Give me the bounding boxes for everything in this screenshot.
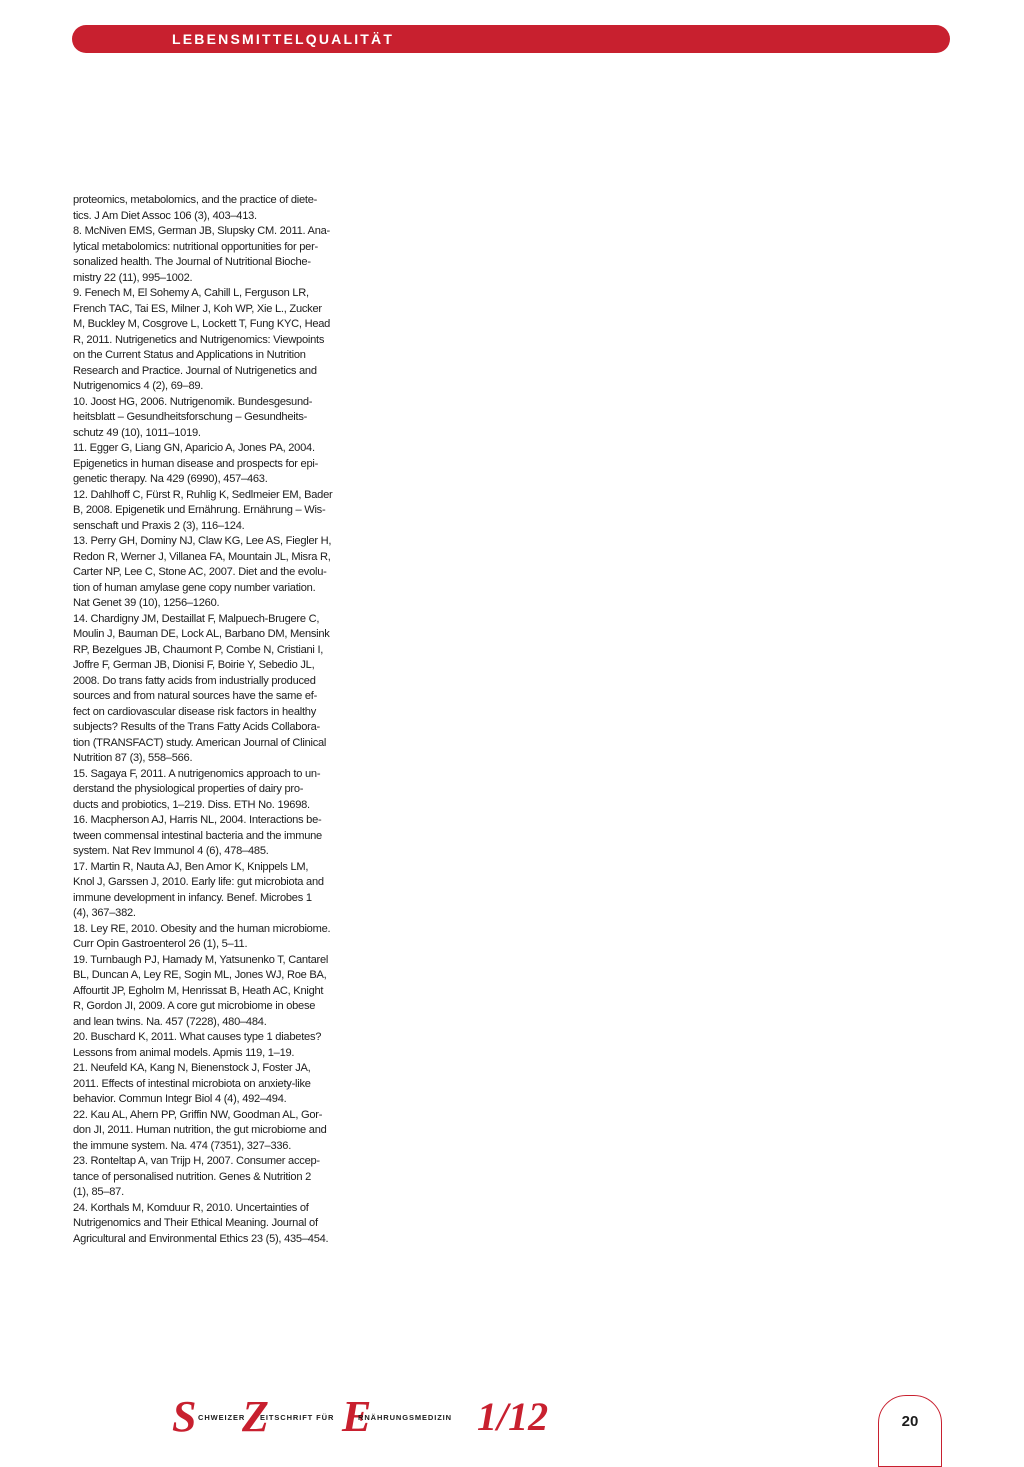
reference-line: 14. Chardigny JM, Destaillat F, Malpuech-Brugere C, — [73, 612, 320, 625]
reference-line: Epigenetics in human disease and prospects for epi- — [73, 457, 319, 470]
reference-line: sources and from natural sources have the same ef- — [73, 690, 318, 702]
logo-letter-z: Z — [242, 1392, 269, 1441]
reference-line: RP, Bezelgues JB, Chaumont P, Combe N, Cristiani I, — [73, 643, 324, 656]
reference-line: Affourtit JP, Egholm M, Henrissat B, Heath AC, Knight — [73, 984, 324, 997]
reference-line: immune development in infancy. Benef. Microbes 1 — [73, 891, 312, 904]
reference-line: Knol J, Garssen J, 2010. Early life: gut microbiota and — [73, 876, 324, 888]
reference-line: tance of personalised nutrition. Genes & Nutrition 2 — [73, 1170, 311, 1183]
section-header-bar — [72, 25, 950, 53]
reference-line: 21. Neufeld KA, Kang N, Bienenstock J, Foster JA, — [73, 1062, 311, 1074]
reference-line: 22. Kau AL, Ahern PP, Griffin NW, Goodman AL, Gor- — [73, 1108, 323, 1121]
page-number: 20 — [901, 1413, 919, 1430]
reference-line: system. Nat Rev Immunol 4 (6), 478–485. — [73, 845, 269, 857]
reference-line: BL, Duncan A, Ley RE, Sogin ML, Jones WJ, Roe BA, — [73, 969, 327, 981]
reference-line: Agricultural and Environmental Ethics 23 (5), 435–454. — [73, 1232, 329, 1245]
reference-line: (4), 367–382. — [73, 907, 136, 919]
reference-line: heitsblatt – Gesundheitsforschung – Gesundheits- — [73, 411, 308, 423]
reference-line: sonalized health. The Journal of Nutritional Bioche- — [73, 256, 311, 268]
reference-line: tween commensal intestinal bacteria and the immune — [73, 829, 322, 842]
journal-logo — [172, 1392, 592, 1442]
reference-line: Moulin J, Bauman DE, Lock AL, Barbano DM, Mensink — [73, 628, 330, 640]
reference-line: 16. Macpherson AJ, Harris NL, 2004. Interactions be- — [73, 814, 322, 826]
section-title: LEBENSMITTELQUALITÄT — [172, 31, 395, 47]
reference-line: Nutrigenomics 4 (2), 69–89. — [73, 380, 204, 392]
reference-line: tion (TRANSFACT) study. American Journal of Clinical — [73, 736, 327, 749]
reference-line: don JI, 2011. Human nutrition, the gut microbiome and — [73, 1124, 327, 1136]
reference-line: Nutrigenomics and Their Ethical Meaning. Journal of — [73, 1217, 318, 1229]
reference-line: Carter NP, Lee C, Stone AC, 2007. Diet and the evolu- — [73, 566, 327, 578]
reference-line: 12. Dahlhoff C, Fürst R, Ruhlig K, Sedlmeier EM, Bader — [73, 488, 333, 501]
reference-line: Redon R, Werner J, Villanea FA, Mountain JL, Misra R, — [73, 550, 331, 563]
reference-line: senschaft und Praxis 2 (3), 116–124. — [73, 519, 245, 532]
reference-line: Nutrition 87 (3), 558–566. — [73, 752, 193, 764]
logo-word-zeitschrift: EITSCHRIFT FÜR — [260, 1413, 335, 1422]
reference-line: (1), 85–87. — [73, 1186, 124, 1198]
reference-line: and lean twins. Na. 457 (7228), 480–484. — [73, 1015, 267, 1028]
reference-line: R, 2011. Nutrigenetics and Nutrigenomics: Viewpoints — [73, 333, 325, 346]
issue-number: 1/12 — [477, 1394, 549, 1439]
reference-line: Joffre F, German JB, Dionisi F, Boirie Y, Sebedio JL, — [73, 659, 315, 671]
reference-line: 18. Ley RE, 2010. Obesity and the human microbiome. — [73, 922, 331, 935]
reference-line: B, 2008. Epigenetik und Ernährung. Ernährung – Wis- — [73, 504, 326, 516]
reference-line: derstand the physiological properties of dairy pro- — [73, 783, 304, 795]
reference-line: 15. Sagaya F, 2011. A nutrigenomics approach to un- — [73, 767, 321, 780]
reference-line: the immune system. Na. 474 (7351), 327–336. — [73, 1139, 292, 1152]
logo-word-ernaehrungsmedizin: RNÄHRUNGSMEDIZIN — [358, 1413, 452, 1422]
reference-line: 13. Perry GH, Dominy NJ, Claw KG, Lee AS, Fiegler H, — [73, 535, 332, 547]
reference-line: tion of human amylase gene copy number variation. — [73, 581, 316, 594]
reference-line: tics. J Am Diet Assoc 106 (3), 403–413. — [73, 209, 257, 222]
reference-line: 2008. Do trans fatty acids from industrially produced — [73, 674, 316, 687]
reference-line: Research and Practice. Journal of Nutrigenetics and — [73, 364, 317, 377]
reference-line: schutz 49 (10), 1011–1019. — [73, 426, 201, 439]
reference-line: 2011. Effects of intestinal microbiota on anxiety-like — [73, 1077, 311, 1090]
reference-line: 24. Korthals M, Komduur R, 2010. Uncertainties of — [73, 1201, 309, 1214]
reference-line: behavior. Commun Integr Biol 4 (4), 492–494. — [73, 1093, 287, 1105]
reference-line: 20. Buschard K, 2011. What causes type 1 diabetes? — [73, 1031, 322, 1043]
reference-line: Lessons from animal models. Apmis 119, 1–19. — [73, 1046, 295, 1059]
logo-word-schweizer: CHWEIZER — [198, 1413, 246, 1422]
reference-line: on the Current Status and Applications in Nutrition — [73, 349, 306, 361]
reference-line: mistry 22 (11), 995–1002. — [73, 271, 193, 284]
reference-line: 11. Egger G, Liang GN, Aparicio A, Jones PA, 2004. — [73, 442, 315, 454]
reference-line: 19. Turnbaugh PJ, Hamady M, Yatsunenko T, Cantarel — [73, 953, 329, 966]
reference-line: fect on cardiovascular disease risk factors in healthy — [73, 705, 317, 718]
page-number-tab — [878, 1395, 942, 1467]
reference-line: 9. Fenech M, El Sohemy A, Cahill L, Ferguson LR, — [73, 287, 309, 299]
reference-line: R, Gordon JI, 2009. A core gut microbiome in obese — [73, 1000, 316, 1012]
reference-line: M, Buckley M, Cosgrove L, Lockett T, Fung KYC, Head — [73, 318, 331, 330]
reference-line: 17. Martin R, Nauta AJ, Ben Amor K, Knippels LM, — [73, 860, 309, 873]
reference-line: Nat Genet 39 (10), 1256–1260. — [73, 597, 220, 609]
reference-line: Curr Opin Gastroenterol 26 (1), 5–11. — [73, 938, 248, 950]
reference-line: 10. Joost HG, 2006. Nutrigenomik. Bundesgesund- — [73, 395, 313, 408]
logo-letter-s: S — [172, 1392, 197, 1441]
reference-line: French TAC, Tai ES, Milner J, Koh WP, Xie L., Zucker — [73, 302, 322, 315]
reference-line: proteomics, metabolomics, and the practice of diete- — [73, 194, 318, 206]
reference-line: subjects? Results of the Trans Fatty Acids Collabora- — [73, 721, 320, 733]
logo-letter-e: E — [342, 1392, 372, 1441]
reference-line: lytical metabolomics: nutritional opportunities for per- — [73, 240, 318, 253]
reference-line: genetic therapy. Na 429 (6990), 457–463. — [73, 473, 268, 485]
reference-line: 8. McNiven EMS, German JB, Slupsky CM. 2011. Ana- — [73, 225, 330, 237]
reference-list — [73, 193, 359, 1247]
reference-line: 23. Ronteltap A, van Trijp H, 2007. Consumer accep- — [73, 1155, 320, 1167]
reference-line: ducts and probiotics, 1–219. Diss. ETH No. 19698. — [73, 798, 310, 811]
